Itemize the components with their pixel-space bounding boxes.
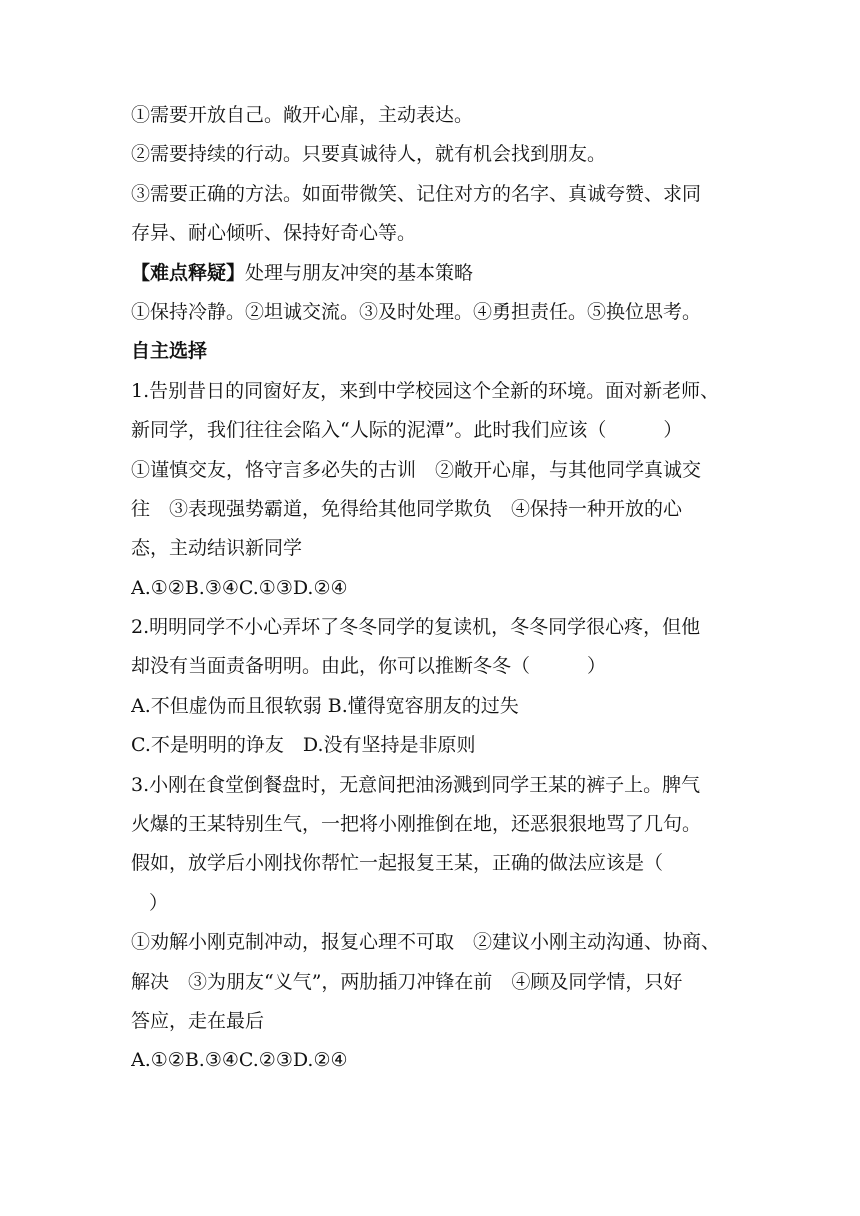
q2-line-1: 2.明明同学不小心弄坏了冬冬同学的复读机，冬冬同学很心疼，但他	[131, 616, 701, 639]
q1-line-2: 新同学，我们往往会陷入“人际的泥潭”。此时我们应该（ ）	[131, 419, 683, 442]
q3-statement-line-3: 答应，走在最后	[131, 1009, 265, 1032]
q3-line-2: 火爆的王某特别生气，一把将小刚推倒在地，还恶狠狠地骂了几句。	[131, 813, 702, 836]
q1-options: A.①②B.③④C.①③D.②④	[131, 576, 348, 599]
q3-line-1: 3.小刚在食堂倒餐盘时，无意间把油汤溅到同学王某的裤子上。脾气	[131, 773, 701, 796]
difficulty-content: ①保持冷静。②坦诚交流。③及时处理。④勇担责任。⑤换位思考。	[131, 300, 702, 323]
difficulty-tag: 【难点释疑】	[131, 261, 246, 284]
q2-option-line-2: C.不是明明的诤友 D.没有坚持是非原则	[131, 734, 476, 757]
tip-line-1: ①需要开放自己。敞开心扉，主动表达。	[131, 104, 474, 126]
difficulty-title: 处理与朋友冲突的基本策略	[245, 261, 474, 284]
q1-line-3: ①谨慎交友，恪守言多必失的古训 ②敞开心扉，与其他同学真诚交	[131, 458, 702, 481]
q2-option-line-1: A.不但虚伪而且很软弱 B.懂得宽容朋友的过失	[131, 694, 519, 717]
q3-statement-line-1: ①劝解小刚克制冲动，报复心理不可取 ②建议小刚主动沟通、协商、	[131, 931, 721, 954]
q3-line-3: 假如，放学后小刚找你帮忙一起报复王某，正确的做法应该是（	[131, 852, 664, 875]
tip-line-3: ③需要正确的方法。如面带微笑、记住对方的名字、真诚夸赞、求同	[131, 182, 702, 205]
q3-bracket-close: ）	[149, 891, 169, 914]
q1-line-5: 态，主动结识新同学	[131, 537, 303, 560]
document-page	[131, 96, 731, 1081]
q3-statement-line-2: 解决 ③为朋友“义气”，两肋插刀冲锋在前 ④顾及同学情，只好	[131, 970, 683, 993]
tip-line-2: ②需要持续的行动。只要真诚待人，就有机会找到朋友。	[131, 143, 607, 166]
difficulty-heading	[131, 254, 731, 293]
q1-line-1: 1.告别昔日的同窗好友，来到中学校园这个全新的环境。面对新老师、	[131, 379, 720, 402]
tip-line-4: 存异、耐心倾听、保持好奇心等。	[131, 222, 417, 245]
q1-line-4: 往 ③表现强势霸道，免得给其他同学欺负 ④保持一种开放的心	[131, 497, 683, 520]
section-title: 自主选择	[131, 340, 208, 363]
q2-line-2: 却没有当面责备明明。由此，你可以推断冬冬（ ）	[131, 655, 607, 678]
q3-options: A.①②B.③④C.②③D.②④	[131, 1049, 348, 1072]
